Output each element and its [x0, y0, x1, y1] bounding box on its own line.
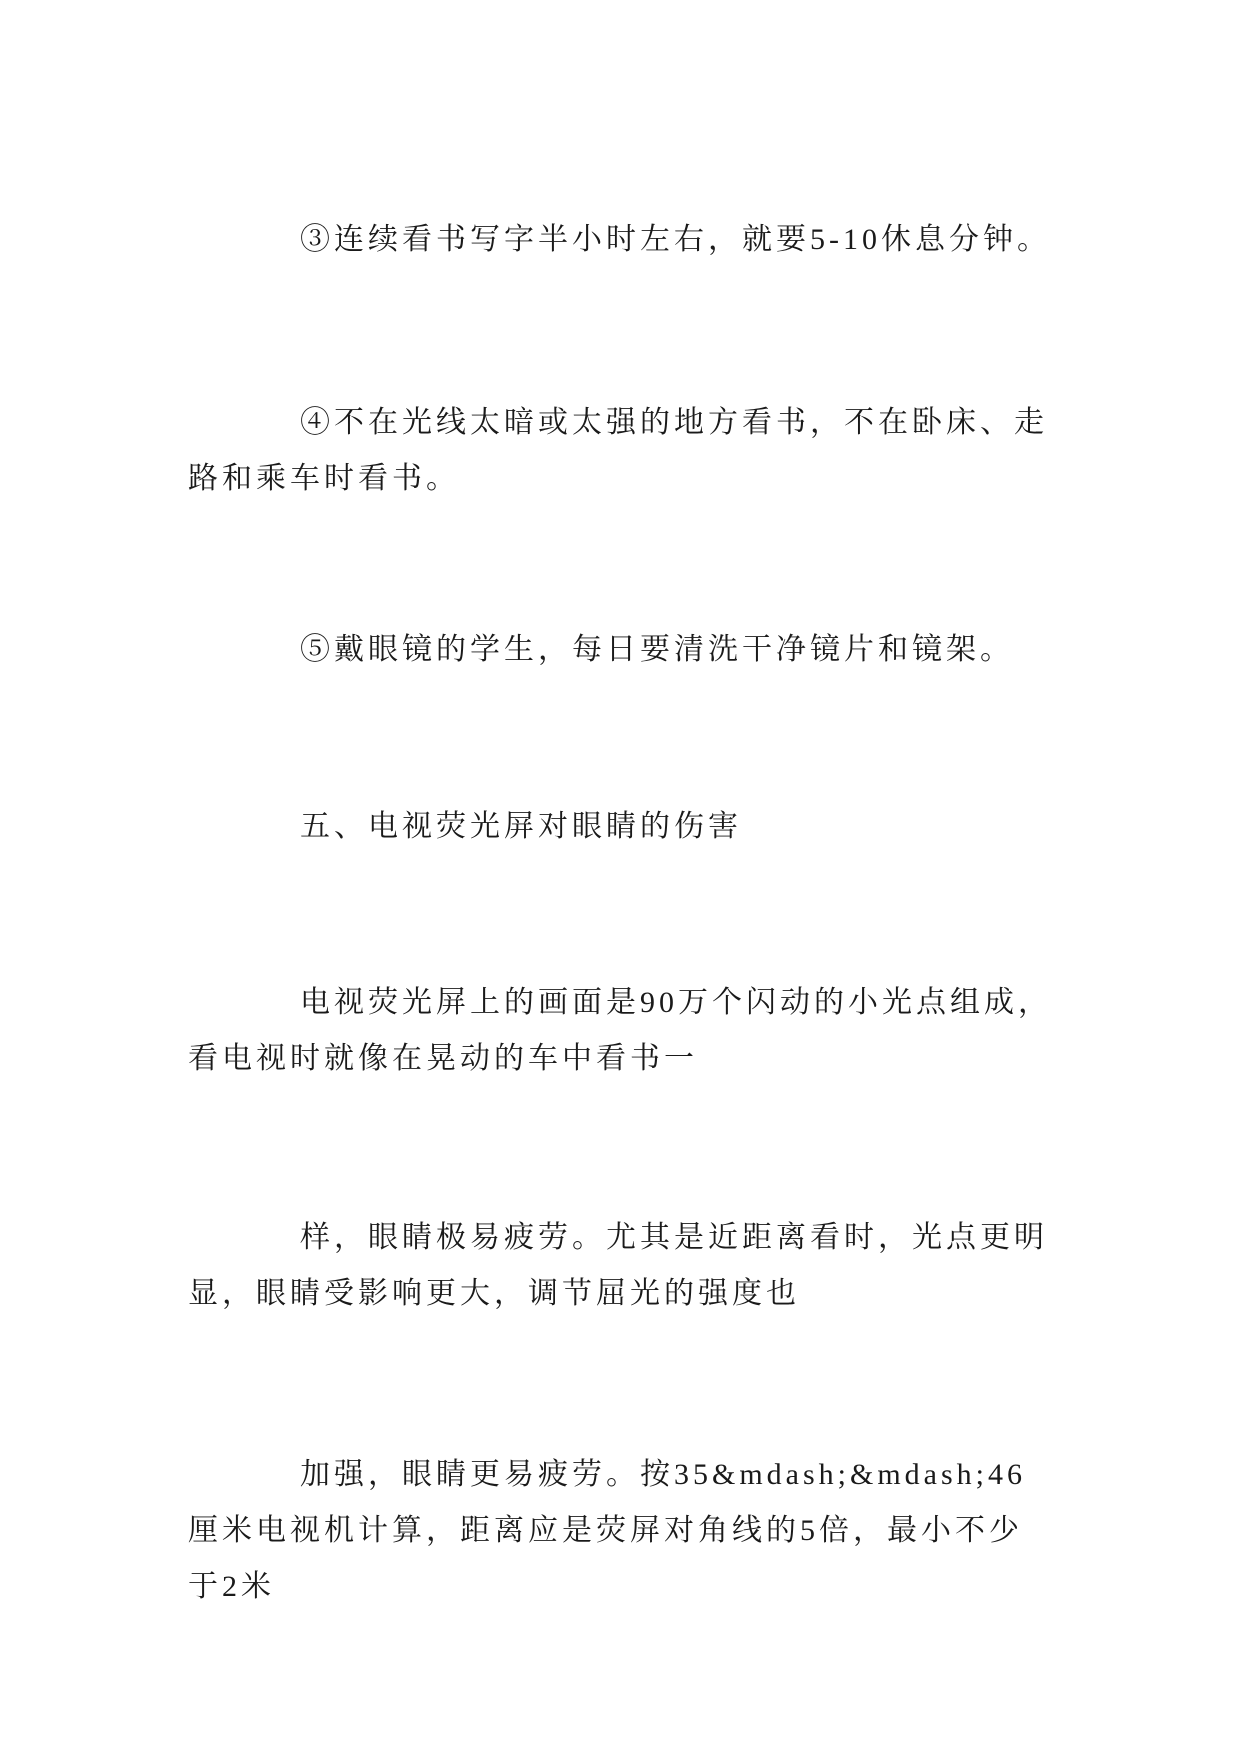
paragraph-tv-screen-dots: 电视荧光屏上的画面是90万个闪动的小光点组成，看电视时就像在晃动的车中看书一 — [188, 986, 1052, 1075]
paragraph-viewing-distance: 加强，眼睛更易疲劳。按35&mdash;&mdash;46厘米电视机计算，距离应是荧屏对角线的5倍，最小不少于2米 — [188, 1458, 1026, 1603]
paragraph-lighting-advice: ④不在光线太暗或太强的地方看书，不在卧床、走路和乘车时看书。 — [188, 406, 1048, 495]
paragraph-eye-fatigue: 样，眼睛极易疲劳。尤其是近距离看时，光点更明显，眼睛受影响更大，调节屈光的强度也 — [188, 1221, 1048, 1310]
paragraph-glasses-cleaning: ⑤戴眼镜的学生，每日要清洗干净镜片和镜架。 — [300, 633, 1014, 666]
section-heading-tv-screen: 五、电视荧光屏对眼睛的伤害 — [300, 810, 742, 843]
paragraph-rest-interval: ③连续看书写字半小时左右，就要5-10休息分钟。 — [300, 223, 1051, 256]
